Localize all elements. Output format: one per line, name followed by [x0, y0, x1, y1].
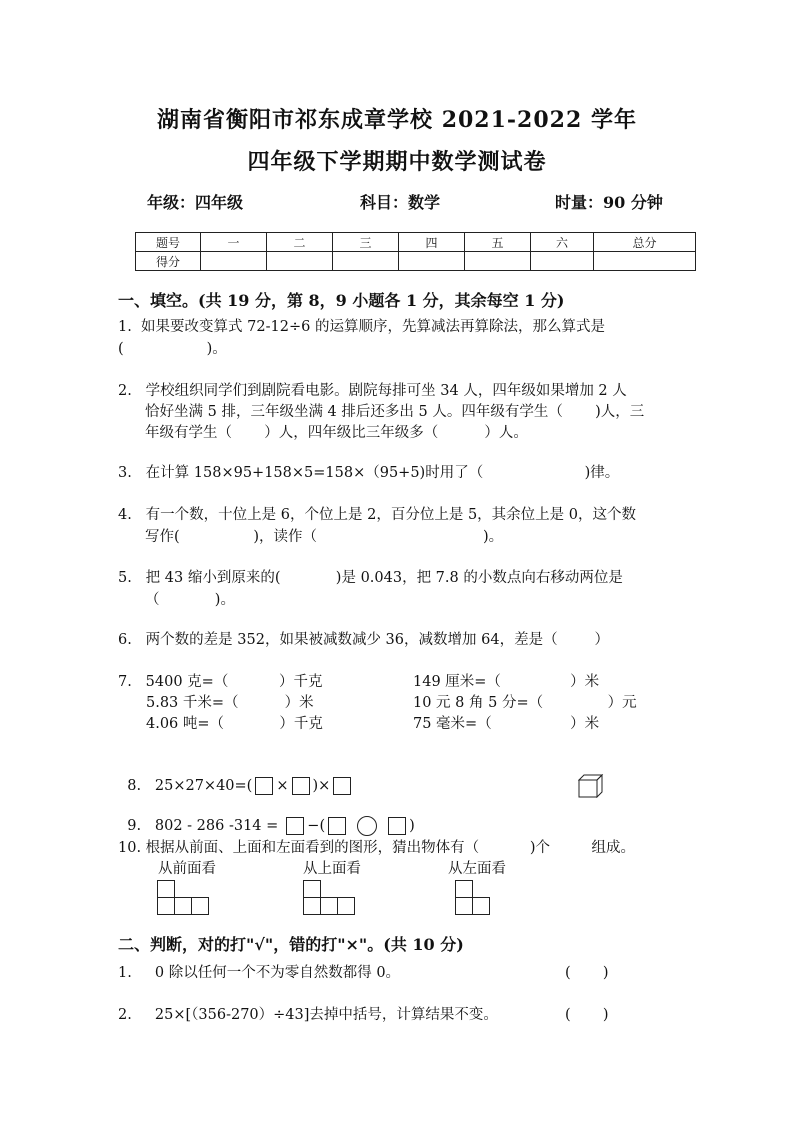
question-2-line3: 年级有学生（ ）人，四年级比三年级多（ ）人。: [145, 425, 528, 441]
score-input-cell[interactable]: [531, 252, 594, 271]
question-2-line2: 恰好坐满 5 排，三年级坐满 4 排后还多出 5 人。四年级有学生（ )人，三: [145, 404, 645, 420]
grid-cell: [337, 897, 355, 915]
score-input-cell[interactable]: [465, 252, 531, 271]
view-label-front: 从前面看: [158, 861, 216, 877]
grid-cell: [455, 880, 473, 898]
question-7f: 75 毫米=（ ）米: [413, 716, 600, 732]
grid-cell: [157, 880, 175, 898]
score-input-cell[interactable]: [594, 252, 696, 271]
question-8-close: )×: [312, 778, 331, 794]
section2-heading: 二、判断，对的打"√"，错的打"×"。(共 10 分): [118, 935, 464, 954]
score-input-cell[interactable]: [399, 252, 465, 271]
question-7d: 149 厘米=（ ）米: [413, 674, 600, 690]
question-7b: 5.83 千米=（ ）米: [146, 695, 314, 711]
question-1-line2: ( )。: [118, 341, 227, 357]
grid-cell: [191, 897, 209, 915]
question-9-prefix: 9. 802 - 286 -314 =: [127, 818, 279, 834]
score-table-header-row: [136, 233, 696, 252]
judge-question-1: 1. 0 除以任何一个不为零自然数都得 0。: [118, 965, 401, 981]
question-3: 3. 在计算 158×95+158×5=158×（95+5)时用了（ )律。: [118, 465, 620, 481]
question-8: [118, 755, 354, 797]
grid-cell: [303, 897, 321, 915]
table-cell: 六: [531, 233, 594, 252]
subject-label: 科目：数学: [360, 193, 441, 212]
question-6: 6. 两个数的差是 352，如果被减数减少 36，减数增加 64，差是（ ）: [118, 632, 609, 648]
exam-title-line2: 四年级下学期期中数学测试卷: [247, 149, 547, 175]
question-10: 10. 根据从前面、上面和左面看到的图形，猜出物体有（ )个 组成。: [118, 840, 636, 856]
table-cell: 得分: [136, 252, 201, 271]
times-sign: ×: [276, 778, 289, 794]
question-9-close: ): [409, 818, 415, 834]
question-5-line2: （ )。: [145, 592, 235, 608]
time-label: 时量：90 分钟: [555, 193, 663, 212]
question-5-line1: 5. 把 43 缩小到原来的( )是 0.043，把 7.8 的小数点向右移动两位是: [118, 570, 623, 586]
question-9: [118, 795, 415, 837]
view-label-top: 从上面看: [303, 861, 361, 877]
question-9-minus: −(: [307, 818, 326, 834]
answer-box[interactable]: [333, 777, 351, 795]
view-label-left: 从左面看: [448, 861, 506, 877]
judge-answer-2[interactable]: ( ): [565, 1007, 609, 1023]
judge-answer-1[interactable]: ( ): [565, 965, 609, 981]
grid-cell: [303, 880, 321, 898]
grid-cell: [174, 897, 192, 915]
question-7e: 10 元 8 角 5 分=（ ）元: [413, 695, 637, 711]
grid-cell: [472, 897, 490, 915]
score-input-cell[interactable]: [267, 252, 333, 271]
score-table: [135, 232, 696, 271]
table-cell: 二: [267, 233, 333, 252]
question-2-line1: 2. 学校组织同学们到剧院看电影。剧院每排可坐 34 人，四年级如果增加 2 人: [118, 383, 627, 399]
grade-label: 年级：四年级: [147, 193, 244, 212]
exam-title-line1: 湖南省衡阳市祁东成章学校 2021-2022 学年: [157, 107, 637, 133]
answer-circle[interactable]: [357, 816, 377, 836]
table-cell: 总分: [594, 233, 696, 252]
grid-cell: [455, 897, 473, 915]
answer-box[interactable]: [328, 817, 346, 835]
question-7a: 7. 5400 克=（ ）千克: [118, 674, 323, 690]
question-7c: 4.06 吨=（ ）千克: [146, 716, 323, 732]
table-cell: 一: [201, 233, 267, 252]
answer-box[interactable]: [255, 777, 273, 795]
score-table-score-row: [136, 252, 696, 271]
score-input-cell[interactable]: [201, 252, 267, 271]
table-cell: 五: [465, 233, 531, 252]
table-cell: 三: [333, 233, 399, 252]
question-4-line1: 4. 有一个数，十位上是 6，个位上是 2，百分位上是 5，其余位上是 0，这个数: [118, 507, 636, 523]
table-cell: 题号: [136, 233, 201, 252]
judge-question-2: 2. 25×[（356-270）÷43]去掉中括号，计算结果不变。: [118, 1007, 498, 1023]
section1-heading: 一、填空。(共 19 分，第 8，9 小题各 1 分，其余每空 1 分): [118, 291, 565, 310]
grid-cell: [157, 897, 175, 915]
score-input-cell[interactable]: [333, 252, 399, 271]
table-cell: 四: [399, 233, 465, 252]
question-4-line2: 写作( )，读作（ )。: [145, 529, 504, 545]
cube-icon: [578, 774, 604, 798]
question-8-prefix: 8. 25×27×40=(: [127, 778, 253, 794]
answer-box[interactable]: [292, 777, 310, 795]
grid-cell: [320, 897, 338, 915]
answer-box[interactable]: [286, 817, 304, 835]
answer-box[interactable]: [388, 817, 406, 835]
question-1-line1: 1. 如果要改变算式 72-12÷6 的运算顺序，先算减法再算除法，那么算式是: [118, 319, 605, 335]
